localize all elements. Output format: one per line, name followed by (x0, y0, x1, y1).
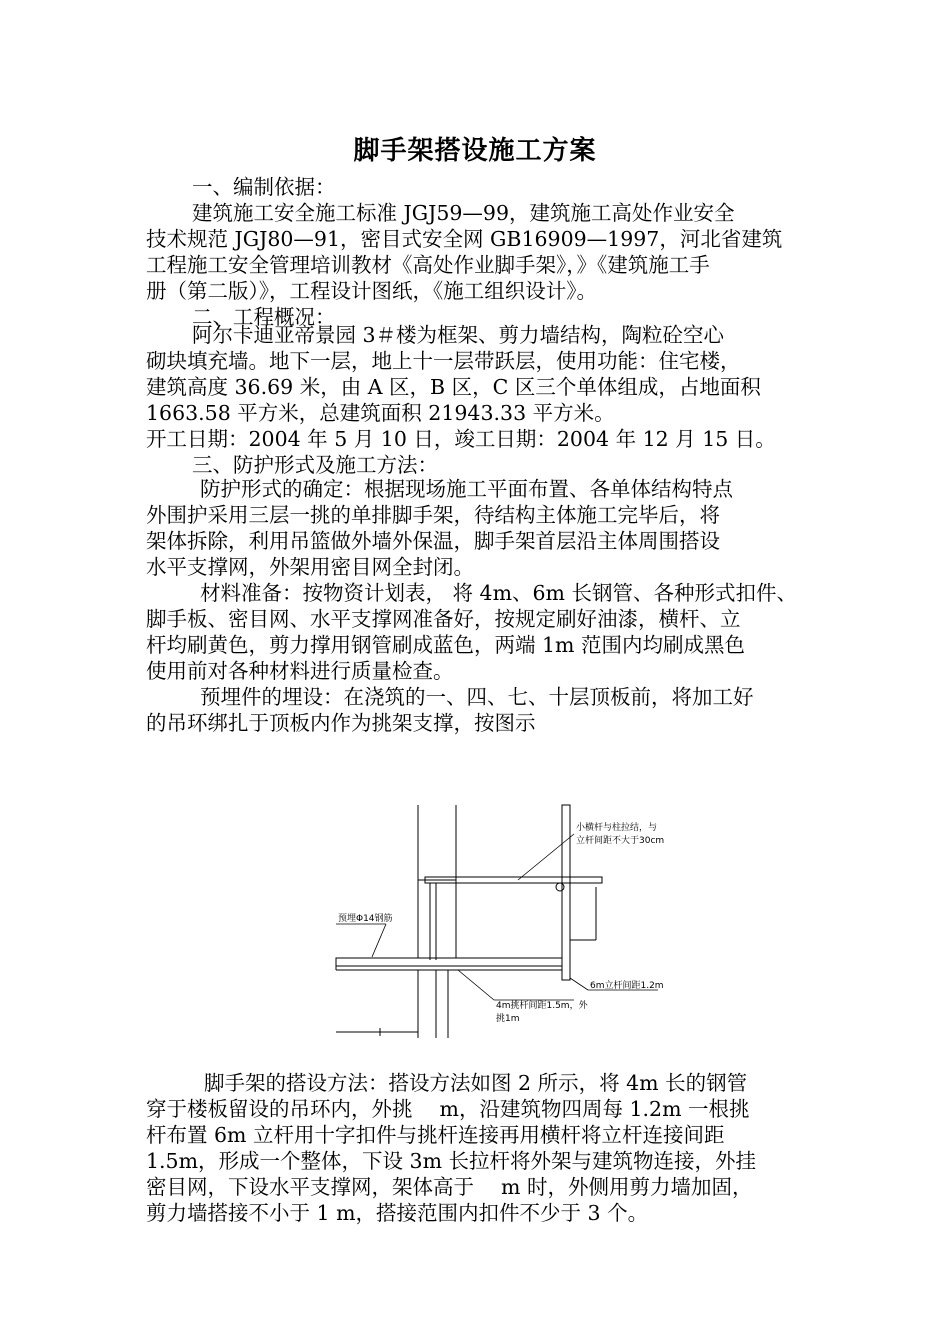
leader-line (518, 834, 574, 880)
paragraph-line: 使用前对各种材料进行质量检查。 (146, 659, 454, 683)
diagram-label: 预埋Φ14钢筋 (338, 914, 393, 924)
diagram-label: 小横杆与柱拉结，与 (576, 823, 658, 833)
paragraph-line: 外围护采用三层一挑的单排脚手架，待结构主体施工完毕后，将 (146, 503, 720, 527)
leader-line (458, 970, 494, 1000)
paragraph-line: 开工日期：2004 年 5 月 10 日，竣工日期：2004 年 12 月 15 日。 (146, 427, 776, 451)
paragraph-line: 技术规范 JGJ80—91，密目式安全网 GB16909—1997，河北省建筑 (146, 227, 783, 251)
method-heading: 三、防护形式及施工方法： (192, 453, 438, 477)
paragraph-line: 杆布置 6m 立杆用十字扣件与挑杆连接再用横杆将立杆连接间距 (146, 1123, 725, 1147)
scaffold-diagram (318, 800, 718, 1050)
cantilever-bar (336, 958, 562, 966)
paragraph-line: 穿于楼板留设的吊环内，外挑 m，沿建筑物四周每 1.2m 一根挑 (146, 1097, 750, 1121)
basis-heading: 一、编制依据： (192, 175, 336, 199)
overview-heading: 二、工程概况： (192, 305, 336, 329)
paragraph-line: 1.5m，形成一个整体，下设 3m 长拉杆将外架与建筑物连接，外挂 (146, 1149, 757, 1173)
paragraph-line: 脚手架的搭设方法：搭设方法如图 2 所示，将 4m 长的钢管 (204, 1071, 748, 1095)
paragraph-line: 阿尔卡迪亚帝景园 3＃楼为框架、剪力墙结构，陶粒砼空心 (192, 323, 725, 347)
paragraph-line: 水平支撑网，外架用密目网全封闭。 (146, 555, 474, 579)
paragraph-line: 材料准备：按物资计划表， 将 4m、6m 长钢管、各种形式扣件、 (200, 581, 798, 605)
diagram-label: 立杆间距不大于30cm (576, 836, 665, 846)
paragraph-line: 1663.58 平方米，总建筑面积 21943.33 平方米。 (146, 401, 615, 425)
paragraph-line: 脚手板、密目网、水平支撑网准备好，按规定刷好油漆，横杆、立 (146, 607, 741, 631)
paragraph-line: 剪力墙搭接不小于 1 m，搭接范围内扣件不少于 3 个。 (146, 1201, 649, 1225)
paragraph-line: 防护形式的确定：根据现场施工平面布置、各单体结构特点 (200, 477, 733, 501)
page-title: 脚手架搭设施工方案 (353, 136, 597, 166)
paragraph-line: 密目网，下设水平支撑网，架体高于 m 时，外侧用剪力墙加固， (146, 1175, 753, 1199)
paragraph-line: 工程施工安全管理培训教材《高处作业脚手架》，》《建筑施工手 (146, 253, 710, 277)
paragraph-line: 建筑高度 36.69 米，由 A 区，B 区，C 区三个单体组成，占地面积 (146, 375, 761, 399)
clamp-circle (556, 883, 564, 891)
paragraph-line: 册（第二版）》，工程设计图纸，《施工组织设计》。 (146, 279, 597, 303)
paragraph-line: 砌块填充墙。地下一层，地上十一层带跃层，使用功能：住宅楼， (146, 349, 741, 373)
diagram-label: 4m挑杆间距1.5m，外 (496, 1001, 588, 1011)
paragraph-line: 架体拆除，利用吊篮做外墙外保温，脚手架首层沿主体周围搭设 (146, 529, 720, 553)
paragraph-line: 杆均刷黄色，剪力撑用钢管刷成蓝色，两端 1m 范围内均刷成黑色 (146, 633, 746, 657)
vertical-pole (562, 805, 570, 980)
paragraph-line: 的吊环绑扎于顶板内作为挑架支撑，按图示 (146, 711, 536, 735)
paragraph-line: 预埋件的埋设：在浇筑的一、四、七、十层顶板前，将加工好 (200, 685, 754, 709)
diagram-label: 挑1m (496, 1014, 520, 1024)
leader-line (570, 978, 588, 990)
leader-line (372, 924, 386, 957)
paragraph-line: 建筑施工安全施工标准 JGJ59—99，建筑施工高处作业安全 (192, 201, 735, 225)
diagram-label: 6m立杆间距1.2m (590, 981, 664, 991)
